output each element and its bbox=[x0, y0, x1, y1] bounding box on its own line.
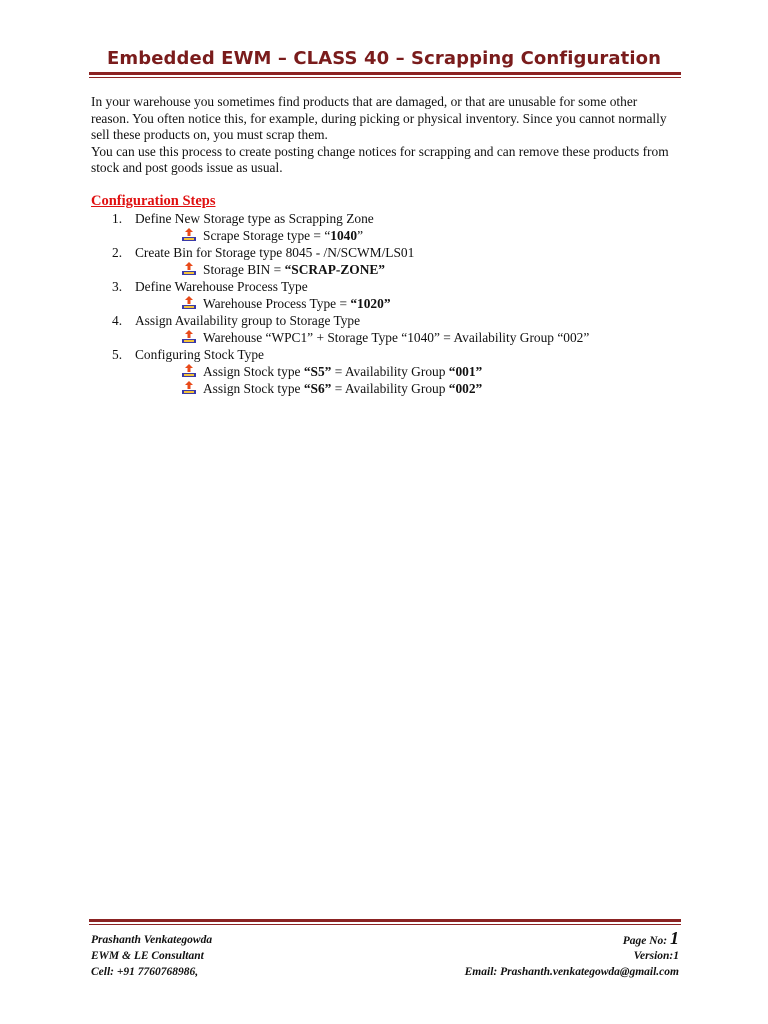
footer-page bbox=[623, 928, 679, 949]
subitem-text: Assign Stock type “S6” = Availability Group “002” bbox=[203, 381, 483, 396]
arrow-bullet-icon bbox=[182, 364, 196, 377]
arrow-bullet-icon bbox=[182, 262, 196, 275]
footer-role: EWM & LE Consultant bbox=[91, 950, 204, 962]
step-label: Define Warehouse Process Type bbox=[135, 279, 308, 294]
page-label: Page No: bbox=[622, 935, 668, 947]
intro-paragraph-2: You can use this process to create posting change notices for scrapping and can remove these products from stock and post goods issue as usual. bbox=[91, 143, 669, 175]
step-label: Configuring Stock Type bbox=[135, 347, 264, 362]
arrow-bullet-icon bbox=[182, 381, 196, 394]
subitem-text: Scrape Storage type = “1040” bbox=[203, 228, 364, 243]
footer-rule bbox=[89, 919, 681, 922]
arrow-bullet-icon bbox=[182, 330, 196, 343]
intro-text bbox=[91, 94, 671, 177]
subitem-text: Storage BIN = “SCRAP-ZONE” bbox=[203, 262, 385, 277]
intro-paragraph-1: In your warehouse you sometimes find products that are damaged, or that are unusable for some other reason. You often notice this, for example, during picking or physical inventory. Since you cannot normally sell these products on, you must scrap them. bbox=[91, 94, 667, 142]
step-number: 2. bbox=[112, 245, 123, 260]
footer-rule-thin bbox=[89, 924, 681, 925]
step-label: Create Bin for Storage type 8045 - /N/SCWM/LS01 bbox=[135, 245, 415, 260]
footer-cell: Cell: +91 7760768986, bbox=[91, 966, 199, 978]
footer-email: Email: Prashanth.venkategowda@gmail.com bbox=[464, 966, 679, 978]
step-number: 1. bbox=[112, 211, 123, 226]
page-title: Embedded EWM – CLASS 40 – Scrapping Configuration bbox=[107, 48, 661, 69]
subitem-text: Warehouse “WPC1” + Storage Type “1040” = Availability Group “002” bbox=[203, 330, 590, 345]
step-number: 4. bbox=[112, 313, 123, 328]
step-label: Assign Availability group to Storage Type bbox=[135, 313, 361, 328]
header-rule-thin bbox=[89, 77, 681, 78]
arrow-bullet-icon bbox=[182, 296, 196, 309]
footer-author: Prashanth Venkategowda bbox=[91, 934, 213, 946]
subitem-text: Warehouse Process Type = “1020” bbox=[203, 296, 391, 311]
subitem-text: Assign Stock type “S5” = Availability Group “001” bbox=[203, 364, 483, 379]
arrow-bullet-icon bbox=[182, 228, 196, 241]
footer-version: Version:1 bbox=[633, 950, 679, 962]
header-rule bbox=[89, 72, 681, 75]
step-number: 3. bbox=[112, 279, 123, 294]
section-heading: Configuration Steps bbox=[91, 193, 216, 209]
step-number: 5. bbox=[112, 347, 123, 362]
page-number: 1 bbox=[670, 928, 679, 948]
step-label: Define New Storage type as Scrapping Zone bbox=[135, 211, 374, 226]
